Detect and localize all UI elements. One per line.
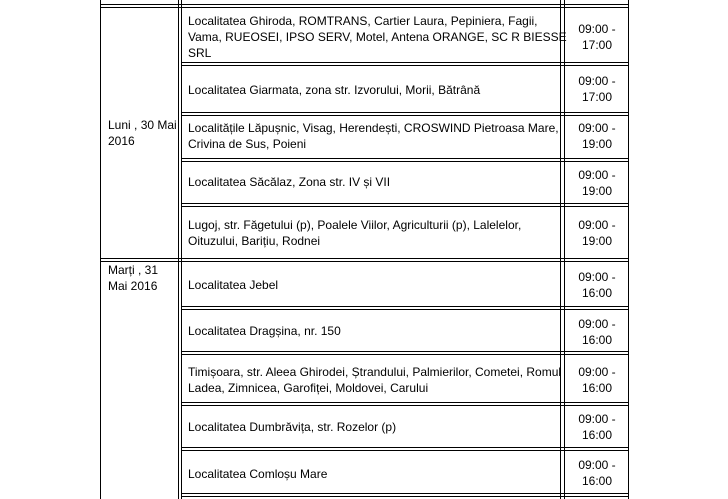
row-separator — [181, 115, 629, 116]
location-cell: Localitatea Dumbrăvița, str. Rozelor (p) — [188, 420, 397, 434]
location-cell: Localitatea Jebel — [188, 278, 279, 292]
location-cell: Localitatea Giarmata, zona str. Izvorului, Morii, Bătrână — [188, 83, 481, 97]
location-cell: Localitatea Dragșina, nr. 150 — [188, 324, 341, 338]
row-separator — [181, 447, 629, 448]
row-separator — [181, 112, 629, 113]
row-separator — [181, 62, 629, 63]
hours-cell: 09:00 - 17:00 — [578, 74, 616, 104]
row-separator — [181, 203, 629, 204]
day-separator — [100, 258, 629, 259]
day-label: Luni , 30 Mai 2016 — [108, 118, 177, 148]
location-cell: Lugoj, str. Făgetului (p), Poalele Viilor, Agriculturii (p), Lalelelor, Oituzului, Barițiu, Rodnei — [188, 218, 522, 248]
row-separator — [181, 493, 629, 494]
column-divider-day-inner — [181, 0, 182, 499]
day-separator — [100, 261, 629, 262]
hours-cell: 09:00 - 19:00 — [578, 218, 616, 248]
row-separator — [181, 354, 629, 355]
row-separator — [181, 161, 629, 162]
table-border-left — [100, 0, 101, 499]
hours-cell: 09:00 - 16:00 — [578, 412, 616, 442]
location-cell: Localitatea Ghiroda, ROMTRANS, Cartier Laura, Pepiniera, Fagii, Vama, RUEOSEI, IPSO SERV, Motel, Antena ORANGE, SC R BIESSE SRL — [188, 14, 567, 60]
hours-cell: 09:00 - 16:00 — [578, 365, 616, 395]
row-separator — [181, 65, 629, 66]
table-border-top-inner — [100, 7, 629, 8]
row-separator — [181, 206, 629, 207]
row-separator — [181, 450, 629, 451]
hours-cell: 09:00 - 16:00 — [578, 270, 616, 300]
location-cell: Timișoara, str. Aleea Ghirodei, Ștrandului, Palmierilor, Cometei, Romul Ladea, Zimnicea, Garofiței, Moldovei, Carului — [188, 365, 562, 395]
location-cell: Localitățile Lăpușnic, Visag, Herendești, CROSWIND Pietroasa Mare, Crivina de Sus, Poieni — [188, 121, 559, 151]
table-border-top — [100, 4, 629, 5]
row-separator — [181, 496, 629, 497]
hours-cell: 09:00 - 19:00 — [578, 121, 616, 151]
outage-schedule-table — [100, 0, 629, 499]
row-separator — [181, 309, 629, 310]
day-label: Marți , 31 Mai 2016 — [108, 263, 159, 293]
row-separator — [181, 402, 629, 403]
row-separator — [181, 306, 629, 307]
hours-cell: 09:00 - 17:00 — [578, 22, 616, 52]
hours-cell: 09:00 - 16:00 — [578, 458, 616, 488]
row-separator — [181, 405, 629, 406]
hours-cell: 09:00 - 19:00 — [578, 168, 616, 198]
column-divider-day — [178, 0, 179, 499]
row-separator — [181, 351, 629, 352]
location-cell: Localitatea Comloșu Mare — [188, 467, 328, 481]
location-cell: Localitatea Săcălaz, Zona str. IV și VII — [188, 175, 391, 189]
hours-cell: 09:00 - 16:00 — [578, 317, 616, 347]
row-separator — [181, 158, 629, 159]
